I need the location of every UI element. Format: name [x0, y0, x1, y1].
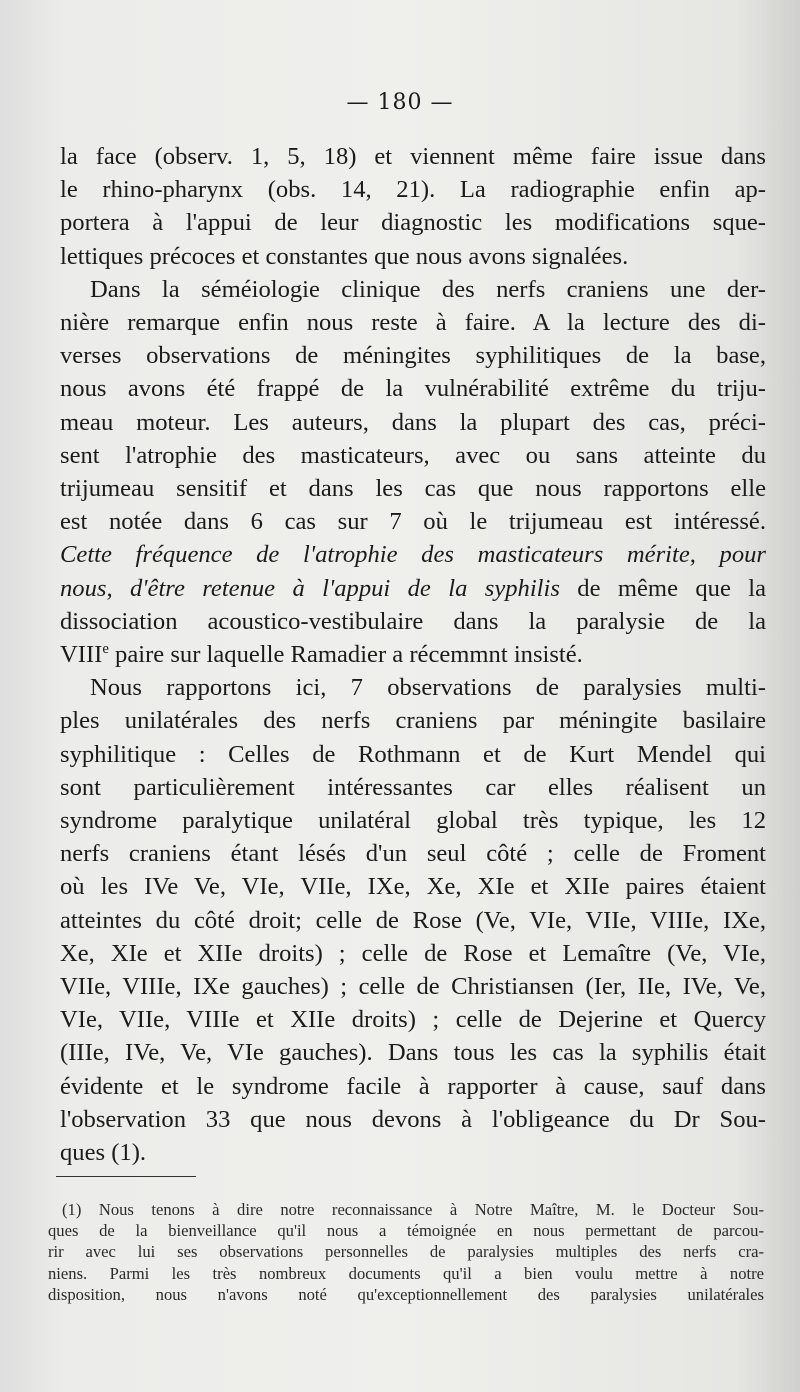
text-line: est notée dans 6 cas sur 7 où le trijumeau est intéressé. [60, 508, 766, 536]
text-line: VIe, VIIe, VIIIe et XIIe droits) ; celle de Dejerine et Quercy [60, 1006, 766, 1034]
text-line: sent l'atrophie des masticateurs, avec ou sans atteinte du [60, 441, 766, 469]
roman-numeral: VIII [60, 641, 103, 669]
text-line: ques (1). [60, 1139, 147, 1167]
plain-phrase: de même que la [577, 574, 767, 602]
footnote-line: niens. Parmi les très nombreux documents qu'il a bien voulu mettre à notre [48, 1263, 764, 1283]
footnote-rule [56, 1176, 196, 1177]
text-line: où les IVe Ve, VIe, VIIe, IXe, Xe, XIe et XIIe paires étaient [60, 873, 766, 901]
text-line: VIIe, VIIIe, IXe gauches) ; celle de Christiansen (Ier, IIe, IVe, Ve, [60, 973, 766, 1001]
footnote-line: rir avec lui ses observations personnelles de paralysies multiples des nerfs cra- [48, 1242, 764, 1262]
text-line [60, 937, 766, 970]
text-line: trijumeau sensitif et dans les cas que nous rapportons elle [60, 475, 766, 503]
text-line: nière remarque enfin nous reste à faire. A la lecture des di- [60, 309, 766, 337]
footnote-line: disposition, nous n'avons noté qu'exceptionnellement des paralysies unilatérales [48, 1284, 764, 1304]
text-line: ples unilatérales des nerfs craniens par méningite basilaire [60, 707, 766, 735]
text-line [60, 638, 766, 671]
text-line [60, 572, 766, 605]
text-line: dissociation acoustico-vestibulaire dans la paralysie de la [60, 607, 766, 635]
text-line: syphilitique : Celles de Rothmann et de Kurt Mendel qui [60, 740, 766, 768]
plain-phrase: Xe, XIe et XIIe droits) ; celle [60, 939, 409, 967]
italic-text-line: Cette fréquence de l'atrophie des masticateurs mérite, pour [60, 541, 766, 569]
superscript: e [102, 640, 109, 657]
page-number: — 180 — [346, 90, 454, 115]
footnote-area [48, 1176, 764, 1305]
text-line: nous avons été frappé de la vulnérabilité extrême du triju- [60, 375, 766, 403]
text-line: verses observations de méningites syphilitiques de la base, [60, 342, 766, 370]
text-line: portera à l'appui de leur diagnostic les modifications sque- [60, 209, 766, 237]
plain-phrase: paire sur laquelle Ramadier a récemmnt insisté. [115, 641, 583, 669]
text-line: l'observation 33 que nous devons à l'obligeance du Dr Sou- [60, 1105, 766, 1133]
text-line: meau moteur. Les auteurs, dans la plupart des cas, préci- [60, 408, 766, 436]
text-line: Nous rapportons ici, 7 observations de paralysies multi- [90, 674, 766, 702]
text-line: le rhino-pharynx (obs. 14, 21). La radiographie enfin ap- [60, 176, 766, 204]
text-line: lettiques précoces et constantes que nous avons signalées. [60, 242, 629, 270]
footnote [48, 1199, 764, 1305]
footnote-line: ques de la bienveillance qu'il nous a témoignée en nous permettant de parcou- [48, 1221, 764, 1241]
text-line: atteintes du côté droit; celle de Rose (Ve, VIe, VIIe, VIIIe, IXe, [60, 906, 766, 934]
text-line: syndrome paralytique unilatéral global très typique, les 12 [60, 807, 766, 835]
text-line: (IIIe, IVe, Ve, VIe gauches). Dans tous les cas la syphilis était [60, 1039, 766, 1067]
text-line: évidente et le syndrome facile à rapporter à cause, sauf dans [60, 1072, 766, 1100]
text-line: nerfs craniens étant lésés d'un seul côté ; celle de Froment [60, 840, 766, 868]
text-line: Dans la séméiologie clinique des nerfs craniens une der- [90, 275, 766, 303]
italic-phrase: nous, d'être retenue à l'appui de la syphilis [60, 574, 560, 602]
text-line: la face (observ. 1, 5, 18) et viennent même faire issue dans [60, 143, 766, 170]
main-text [60, 140, 766, 1169]
footnote-line: (1) Nous tenons à dire notre reconnaissance à Notre Maître, M. le Docteur Sou- [62, 1200, 764, 1219]
plain-phrase: de Rose et Lemaître (Ve, VIe, [424, 939, 766, 967]
text-line: sont particulièrement intéressantes car elles réalisent un [60, 773, 766, 801]
